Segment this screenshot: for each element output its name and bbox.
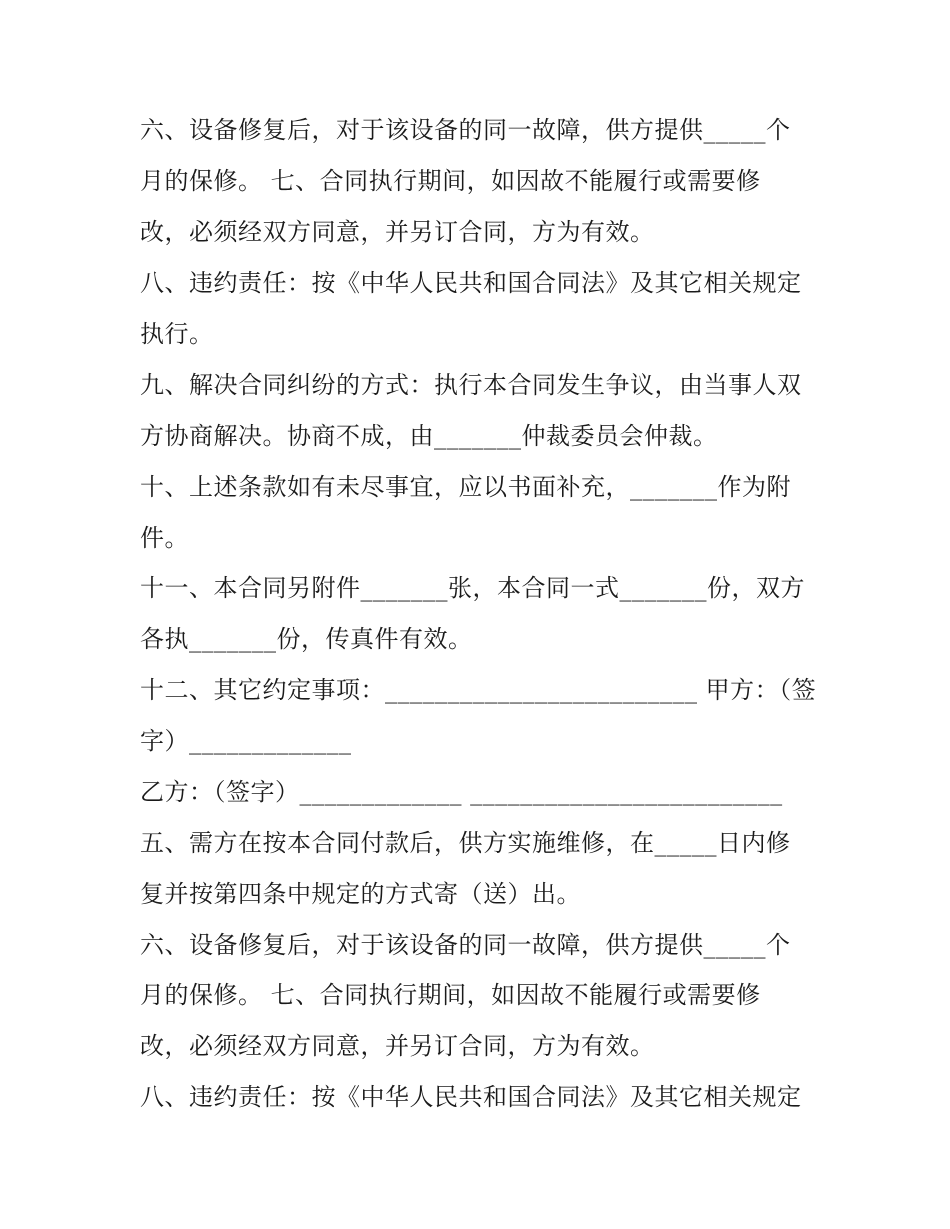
text-line: 改，必须经双方同意，并另订合同，方为有效。 xyxy=(140,218,655,246)
text-line: 六、设备修复后，对于该设备的同一故障，供方提供_____个 xyxy=(140,931,791,959)
text-line: 执行。 xyxy=(140,320,214,348)
text-line: 月的保修。 七、合同执行期间，如因故不能履行或需要修 xyxy=(140,981,761,1009)
text-line: 乙方：（签字）_____________ _________________________ xyxy=(140,778,783,806)
text-line: 八、违约责任：按《中华人民共和国合同法》及其它相关规定 xyxy=(140,269,802,297)
text-line: 改，必须经双方同意，并另订合同，方为有效。 xyxy=(140,1032,655,1060)
text-line: 十一、本合同另附件_______张，本合同一式_______份，双方 xyxy=(140,574,805,602)
text-line: 件。 xyxy=(140,524,189,552)
text-line: 各执_______份，传真件有效。 xyxy=(140,625,473,653)
text-line: 六、设备修复后，对于该设备的同一故障，供方提供_____个 xyxy=(140,116,791,144)
text-line: 方协商解决。协商不成，由_______仲裁委员会仲裁。 xyxy=(140,422,718,450)
text-line: 九、解决合同纠纷的方式：执行本合同发生争议，由当事人双 xyxy=(140,371,802,399)
text-line: 月的保修。 七、合同执行期间，如因故不能履行或需要修 xyxy=(140,167,761,195)
text-line: 字）_____________ xyxy=(140,727,352,755)
text-line: 十、上述条款如有未尽事宜，应以书面补充，_______作为附 xyxy=(140,473,791,501)
text-line: 五、需方在按本合同付款后，供方实施维修，在_____日内修 xyxy=(140,829,791,857)
text-line: 十二、其它约定事项：_________________________ 甲方：（签 xyxy=(140,676,817,704)
text-line: 复并按第四条中规定的方式寄（送）出。 xyxy=(140,880,581,908)
text-line: 八、违约责任：按《中华人民共和国合同法》及其它相关规定 xyxy=(140,1083,802,1111)
